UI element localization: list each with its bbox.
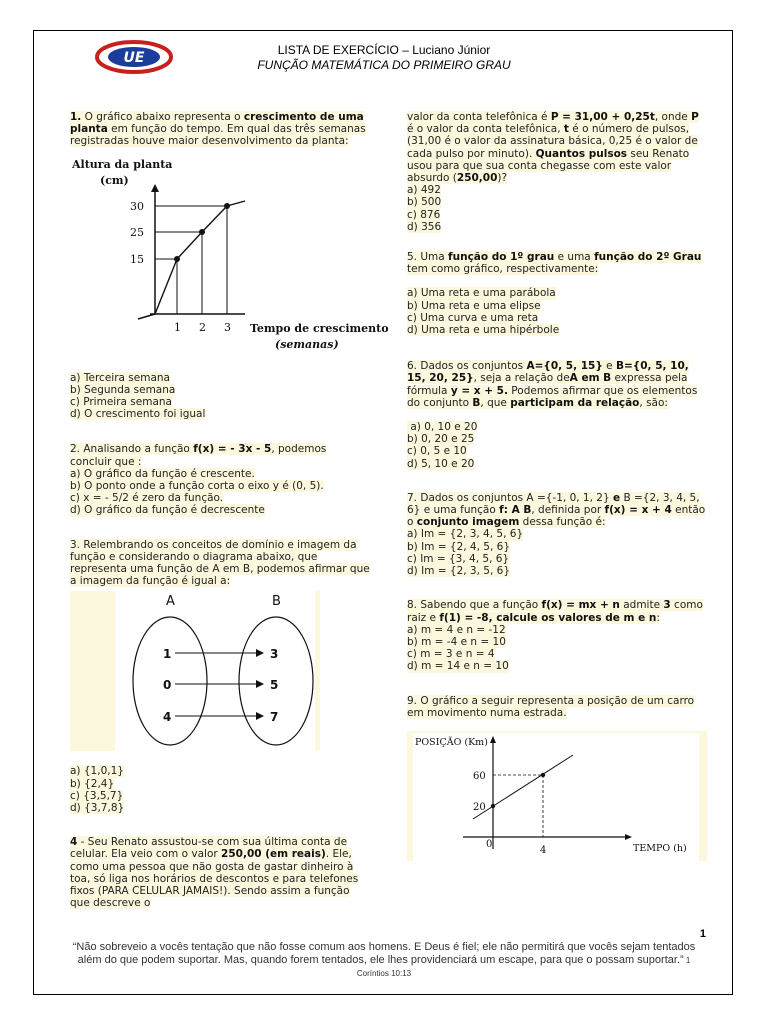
verse-reference: 1 Coríntios 10:13 bbox=[356, 956, 691, 978]
question-formula: f(x) = x + 4 bbox=[604, 504, 672, 517]
question-text: , onde bbox=[654, 111, 692, 123]
set-b-label: B bbox=[272, 594, 281, 610]
question-text-bold: participam da relação bbox=[510, 396, 640, 409]
question-text-bold: função do 2º Grau bbox=[594, 251, 702, 264]
question-text: : bbox=[656, 611, 660, 624]
graph-point bbox=[174, 256, 180, 262]
question-text: - Seu Renato assustou-se com sua última conta de celular. Ela veio com o valor bbox=[70, 836, 348, 861]
question-1 bbox=[70, 111, 389, 421]
graph-x-label: Tempo de crescimento bbox=[250, 321, 389, 335]
option-d[interactable]: d) O crescimento foi igual bbox=[70, 408, 206, 421]
option-c[interactable]: c) {3,5,7} bbox=[70, 789, 124, 802]
option-a[interactable]: a) 492 bbox=[407, 184, 441, 197]
question-text: dessa função é: bbox=[519, 516, 606, 529]
question-formula: P = 31,00 + 0,25t bbox=[550, 111, 655, 123]
option-a[interactable]: a) Terceira semana bbox=[70, 371, 170, 384]
growth-curve bbox=[155, 201, 245, 314]
graph-y-label: Altura da planta bbox=[72, 157, 173, 171]
codomain-element: 5 bbox=[270, 678, 279, 693]
x-tick: 2 bbox=[199, 320, 206, 334]
option-b[interactable]: b) Segunda semana bbox=[70, 383, 176, 396]
domain-element: 4 bbox=[163, 710, 172, 725]
question-text: B ={2, 3, 4, 5, 6} e uma função bbox=[407, 491, 700, 517]
option-d[interactable]: d) 356 bbox=[407, 220, 442, 233]
question-text: , são: bbox=[639, 396, 668, 409]
graph-x-unit: (semanas) bbox=[275, 337, 339, 351]
page-title-block bbox=[34, 43, 734, 73]
question-text: então o bbox=[407, 504, 706, 529]
question-text-bold: 3 bbox=[663, 599, 671, 612]
question-text: 3. Relembrando os conceitos de domínio e imagem da função e considerando o diagrama abaixo, que representa uma função de A em B, podemos afirmar que a imagem da função é igual a: bbox=[70, 538, 370, 588]
question-3 bbox=[70, 539, 370, 815]
question-5 bbox=[407, 251, 707, 336]
y-tick: 30 bbox=[130, 199, 144, 213]
question-text: , que bbox=[480, 396, 511, 409]
question-text: seu Renato usou para que sua conta chegasse com este valor absurdo ( bbox=[407, 147, 690, 185]
y-tick: 20 bbox=[473, 801, 486, 813]
question-text-bold: t bbox=[563, 123, 569, 136]
option-c[interactable]: c) x = - 5/2 é zero da função. bbox=[70, 492, 224, 505]
question-text-bold: Quantos pulsos bbox=[535, 147, 628, 160]
set-mapping-diagram bbox=[70, 591, 320, 751]
option-d[interactable]: d) m = 14 e n = 10 bbox=[407, 660, 509, 673]
right-column bbox=[407, 111, 707, 861]
question-text-bold: 250,00 bbox=[456, 172, 498, 185]
option-b[interactable]: b) m = -4 e n = 10 bbox=[407, 635, 506, 648]
question-text-bold: 250,00 (em reais) bbox=[221, 848, 326, 861]
option-d[interactable]: d) 5, 10 e 20 bbox=[407, 457, 475, 470]
question-text: 2. Analisando a função bbox=[70, 443, 194, 456]
option-a[interactable]: a) O gráfico da função é crescente. bbox=[70, 467, 255, 480]
question-text: , podemos concluir que : bbox=[70, 443, 327, 468]
option-a[interactable]: a) Im = {2, 3, 4, 5, 6} bbox=[407, 528, 524, 541]
option-c[interactable]: c) 876 bbox=[407, 208, 441, 221]
question-number: 1. bbox=[70, 111, 82, 123]
question-8 bbox=[407, 599, 707, 672]
option-d[interactable]: d) Im = {2, 3, 5, 6} bbox=[407, 565, 511, 578]
option-c[interactable]: c) Uma curva e uma reta bbox=[407, 311, 539, 324]
question-text-bold: A={0, 5, 15} bbox=[526, 360, 603, 373]
option-a[interactable]: a) Uma reta e uma parábola bbox=[407, 287, 556, 300]
question-text-bold: conjunto imagem bbox=[416, 516, 520, 529]
x-tick: 3 bbox=[224, 320, 231, 334]
question-text-bold: B bbox=[472, 396, 481, 409]
question-text: . Ele, como uma pessoa que não gosta de gastar dinheiro à toa, só liga nos horários de descontos e para telefones fixos (PARA CELULAR JAMAIS!). Sendo assim a função que descreve o bbox=[70, 848, 359, 910]
question-text: 7. Dados os conjuntos A ={-1, 0, 1, 2} bbox=[407, 491, 613, 504]
graph-y-unit: (cm) bbox=[100, 173, 129, 187]
graph-point bbox=[541, 773, 545, 777]
plant-growth-graph bbox=[70, 154, 389, 354]
question-text: Podemos afirmar que os elementos do conjunto bbox=[407, 384, 698, 409]
question-2 bbox=[70, 443, 370, 516]
logo-text: UE bbox=[123, 50, 145, 66]
option-d[interactable]: d) Uma reta e uma hipérbole bbox=[407, 324, 560, 337]
y-tick: 60 bbox=[473, 770, 486, 782]
option-b[interactable]: b) 0, 20 e 25 bbox=[407, 433, 475, 446]
question-text: , definida por bbox=[531, 504, 605, 517]
question-text: como raiz e bbox=[407, 599, 703, 624]
graph-point bbox=[199, 229, 205, 235]
option-a[interactable]: a) m = 4 e n = -12 bbox=[407, 623, 506, 636]
exercise-sheet bbox=[33, 30, 733, 995]
question-text: 6. Dados os conjuntos bbox=[407, 360, 527, 373]
question-text: O gráfico abaixo representa o bbox=[81, 111, 244, 123]
option-b[interactable]: b) {2,4} bbox=[70, 777, 115, 790]
question-text: em função do tempo. Em qual das três semanas registradas houve maior desenvolvimento da planta: bbox=[70, 123, 366, 148]
codomain-element: 3 bbox=[270, 647, 279, 662]
question-text: )? bbox=[497, 172, 508, 185]
question-9 bbox=[407, 695, 707, 861]
x-tick: 4 bbox=[540, 844, 547, 856]
question-text-bold: crescimento de uma planta bbox=[70, 111, 364, 136]
option-c[interactable]: c) Im = {3, 4, 5, 6} bbox=[407, 552, 510, 565]
option-list bbox=[70, 372, 370, 421]
question-text-bold: B={0, 5, 10, 15, 20, 25} bbox=[407, 360, 689, 385]
domain-element: 1 bbox=[163, 647, 172, 662]
question-text: é o valor da conta telefônica, bbox=[407, 123, 564, 136]
graph-point bbox=[224, 203, 230, 209]
page-subtitle: FUNÇÃO MATEMÁTICA DO PRIMEIRO GRAU bbox=[257, 58, 511, 72]
option-d[interactable]: d) {3,7,8} bbox=[70, 802, 125, 815]
y-tick: 25 bbox=[130, 225, 144, 239]
question-text: 9. O gráfico a seguir representa a posição de um carro em movimento numa estrada. bbox=[407, 694, 695, 719]
graph-point bbox=[491, 804, 495, 808]
option-c[interactable]: c) m = 3 e n = 4 bbox=[407, 648, 495, 661]
option-b[interactable]: b) Uma reta e uma elipse bbox=[407, 299, 541, 312]
question-text-bold: função do 1º grau bbox=[448, 251, 555, 264]
set-a-label: A bbox=[166, 594, 175, 610]
question-text: é o número de pulsos, (31,00 é o valor da assinatura básica, 0,25 é o valor de cada pulso por minuto). bbox=[407, 123, 698, 160]
question-number: 4 bbox=[70, 836, 78, 849]
question-6 bbox=[407, 360, 707, 470]
domain-element: 0 bbox=[163, 678, 172, 693]
option-d[interactable]: d) O gráfico da função é decrescente bbox=[70, 504, 265, 517]
question-text: 5. Uma bbox=[407, 251, 449, 264]
car-position-graph bbox=[407, 731, 707, 861]
y-tick: 15 bbox=[130, 252, 144, 266]
page-title: LISTA DE EXERCÍCIO – Luciano Júnior bbox=[277, 43, 491, 57]
question-formula: f(x) = - 3x - 5 bbox=[193, 443, 272, 456]
option-c[interactable]: c) Primeira semana bbox=[70, 396, 172, 409]
arrow-up-icon bbox=[151, 184, 159, 192]
page-number: 1 bbox=[699, 928, 706, 940]
question-text: admite bbox=[619, 599, 664, 612]
question-formula: f(x) = mx + n bbox=[541, 599, 620, 612]
x-tick: 1 bbox=[174, 320, 181, 334]
question-text: e uma bbox=[554, 251, 595, 264]
option-a[interactable]: a) 0, 10 e 20 bbox=[407, 421, 478, 434]
question-4-part-1 bbox=[70, 836, 370, 909]
question-text: valor da conta telefônica é bbox=[407, 111, 551, 123]
question-text-bold: f: A B bbox=[499, 504, 532, 517]
question-7 bbox=[407, 492, 707, 577]
option-b[interactable]: b) O ponto onde a função corta o eixo y é (0, 5). bbox=[70, 480, 324, 493]
option-b[interactable]: b) 500 bbox=[407, 196, 442, 209]
question-text: e bbox=[602, 360, 616, 373]
left-column bbox=[70, 111, 389, 910]
question-text: , seja a relação de bbox=[473, 372, 570, 385]
question-text-bold: f(1) = -8, calcule os valores de m e n bbox=[439, 611, 657, 624]
graph-x-label: TEMPO (h) bbox=[633, 842, 687, 854]
question-text: tem como gráfico, respectivamente: bbox=[407, 263, 599, 276]
question-text: expressa pela fórmula bbox=[407, 372, 688, 397]
question-text: 8. Sabendo que a função bbox=[407, 599, 542, 612]
question-formula: y = x + 5. bbox=[450, 384, 508, 397]
verse-text: “Não sobreveio a vocês tentação que não fosse comum aos homens. E Deus é fiel; ele não permitirá que vocês sejam tentados além do que podem suportar. Mas, quando forem tentados, ele lhes providenciará um escape, para que o possam suportar.” bbox=[72, 941, 696, 966]
option-a[interactable]: a) {1,0,1} bbox=[70, 765, 124, 778]
footer-verse bbox=[64, 941, 704, 980]
x-tick: 0 bbox=[486, 838, 493, 850]
question-4-part-2 bbox=[407, 111, 707, 233]
option-b[interactable]: b) Im = {2, 4, 5, 6} bbox=[407, 540, 511, 553]
option-c[interactable]: c) 0, 5 e 10 bbox=[407, 445, 467, 458]
graph-y-label: POSIÇÃO (Km) bbox=[415, 736, 488, 748]
codomain-element: 7 bbox=[270, 710, 279, 725]
question-text-bold: P bbox=[691, 111, 699, 123]
question-text-bold: e bbox=[613, 491, 621, 504]
question-text-bold: A em B bbox=[569, 372, 612, 385]
